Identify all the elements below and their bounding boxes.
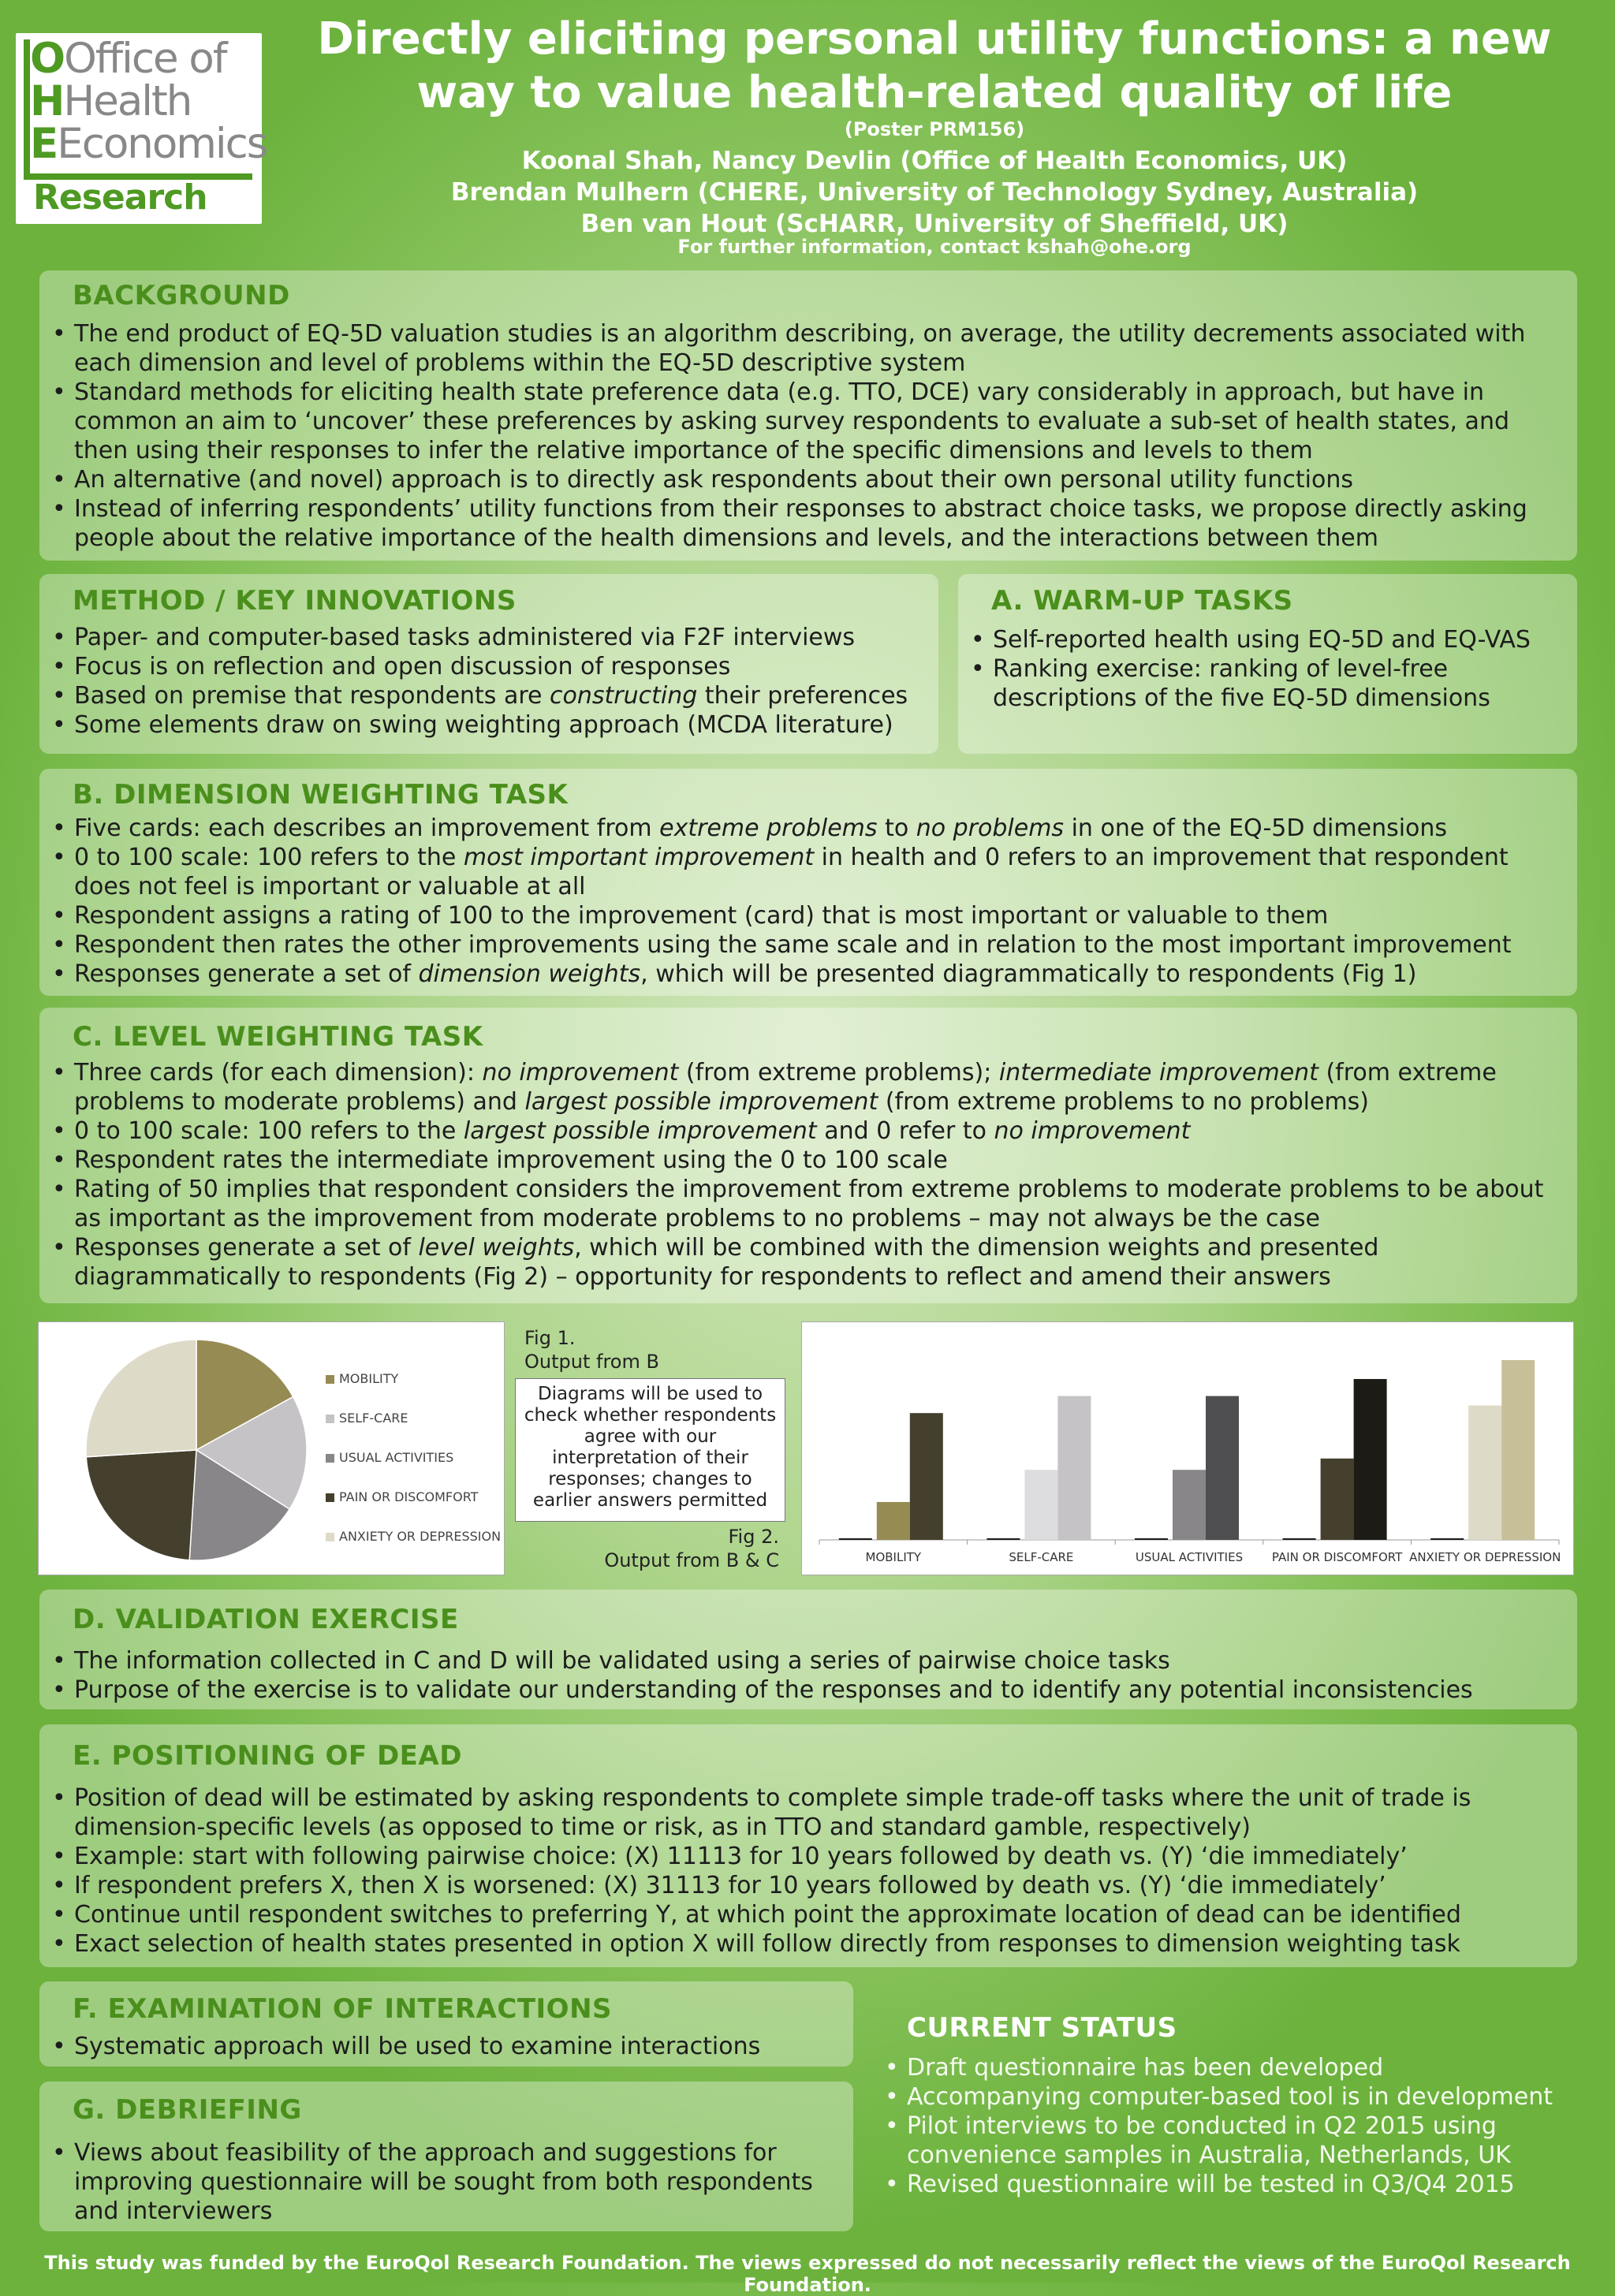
- dimension-bullet: [44, 814, 1566, 843]
- bar: [1024, 1470, 1057, 1540]
- status-bullet: • Revised questionnaire will be tested in Q3/Q4 2015: [877, 2170, 1591, 2199]
- title-line-2: way to value health-related quality of life: [416, 67, 1453, 118]
- emphasis: no improvement: [994, 1117, 1191, 1145]
- x-tick-label: USUAL ACTIVITIES: [1135, 1550, 1244, 1564]
- text-run: , which will be combined with the dimension weights and presented diagrammatically to respondents (Fig 2) – opportunity for respondents to reflect and amend their answers: [74, 1234, 1379, 1291]
- dead-title: E. POSITIONING OF DEAD: [73, 1740, 462, 1772]
- status-bullet: • Pilot interviews to be conducted in Q2 2015 using convenience samples in Australia, Netherlands, UK: [877, 2112, 1591, 2170]
- bar: [1283, 1538, 1316, 1540]
- bar: [1354, 1379, 1387, 1540]
- validation-bullet: • Purpose of the exercise is to validate our understanding of the responses and to identify any potential inconsistencies: [44, 1675, 1566, 1705]
- background-bullet: • An alternative (and novel) approach is to directly ask respondents about their own personal utility functions: [44, 465, 1566, 494]
- background-list: [44, 319, 1566, 553]
- bar: [1206, 1396, 1239, 1540]
- text-run: to: [877, 814, 916, 842]
- dimension-title: B. DIMENSION WEIGHTING TASK: [73, 779, 569, 811]
- pie-legend-item: [326, 1450, 453, 1465]
- legend-label: MOBILITY: [339, 1371, 399, 1386]
- text-run: 0 to 100 scale: 100 refers to the: [74, 844, 464, 871]
- contact-line: For further information, contact kshah@ohe.org: [677, 236, 1192, 258]
- text-run: (from extreme problems to no problems): [878, 1088, 1370, 1116]
- text-run: Three cards (for each dimension):: [74, 1059, 483, 1086]
- authors: [292, 145, 1577, 240]
- bar: [1173, 1470, 1206, 1540]
- warmup-bullet: • Self-reported health using EQ-5D and EQ-VAS: [963, 625, 1570, 654]
- text-run: Responses generate a set of: [74, 960, 419, 988]
- bar: [1057, 1396, 1091, 1540]
- background-panel: [39, 270, 1577, 561]
- dimension-bullet: • Respondent assigns a rating of 100 to the improvement (card) that is most important or valuable to them: [44, 901, 1566, 930]
- x-tick-label: ANXIETY OR DEPRESSION: [1409, 1550, 1561, 1564]
- logo-line-health: HHealth: [30, 77, 192, 125]
- method-bullet: • Focus is on reflection and open discussion of responses: [44, 652, 931, 681]
- poster-number: (Poster PRM156): [844, 118, 1025, 140]
- background-bullet: • Instead of inferring respondents’ utility functions from their responses to abstract choice tasks, we propose directly asking people about the relative importance of the health dimensions and levels, and the interactions between them: [44, 494, 1566, 553]
- text-run: (from extreme problems);: [678, 1059, 999, 1086]
- method-bullet: • Some elements draw on swing weighting approach (MCDA literature): [44, 710, 931, 740]
- bar: [877, 1502, 910, 1540]
- poster-title: [292, 13, 1577, 120]
- text-run: their preferences: [697, 682, 908, 710]
- background-bullet: • Standard methods for eliciting health state preference data (e.g. TTO, DCE) vary considerably in approach, but have in common an aim to ‘uncover’ these preferences by asking survey respondents to evaluate a sub-set of health states, and then using their responses to infer the relative importance of the specific dimensions and levels to them: [44, 378, 1566, 465]
- fig1-subtitle: Output from B: [524, 1351, 659, 1373]
- interactions-title: F. EXAMINATION OF INTERACTIONS: [73, 1993, 613, 2025]
- fig2-subtitle: Output from B & C: [604, 1549, 779, 1571]
- warmup-bullet: • Ranking exercise: ranking of level-free descriptions of the five EQ-5D dimensions: [963, 654, 1570, 713]
- warmup-list: [963, 625, 1570, 713]
- emphasis: no problems: [916, 814, 1065, 842]
- bar: [1501, 1360, 1535, 1540]
- method-panel: [39, 574, 938, 754]
- emphasis: constructing: [550, 682, 698, 710]
- fig2-bar-chart-box: [801, 1321, 1574, 1575]
- level-bullet: • Rating of 50 implies that respondent considers the improvement from extreme problems to moderate problems to be about as important as the improvement from moderate problems to no problems – may not always be the case: [44, 1175, 1566, 1233]
- emphasis: largest possible improvement: [524, 1088, 878, 1116]
- debrief-bullet: • Views about feasibility of the approach and suggestions for improving questionnaire will be sought from both respondents and interviewers: [44, 2138, 849, 2226]
- background-bullet: • The end product of EQ-5D valuation studies is an algorithm describing, on average, the utility decrements associated with each dimension and level of problems within the EQ-5D descriptive system: [44, 319, 1566, 378]
- legend-swatch: [326, 1533, 334, 1541]
- legend-swatch: [326, 1375, 334, 1384]
- bar: [839, 1538, 872, 1540]
- validation-title: D. VALIDATION EXERCISE: [73, 1604, 459, 1635]
- legend-label: SELF-CARE: [339, 1411, 408, 1426]
- pie-legend-item: [326, 1411, 408, 1426]
- dimension-bullet: • Respondent then rates the other improvements using the same scale and in relation to the most important improvement: [44, 930, 1566, 960]
- legend-label: PAIN OR DISCOMFORT: [339, 1489, 479, 1504]
- text-run: Responses generate a set of: [74, 1234, 419, 1262]
- level-bullet: [44, 1058, 1566, 1116]
- fig1-caption: [524, 1326, 659, 1374]
- fig2-bar-chart: [802, 1322, 1573, 1575]
- emphasis: level weights: [418, 1234, 575, 1262]
- method-title: METHOD / KEY INNOVATIONS: [73, 585, 517, 617]
- bar: [987, 1538, 1020, 1540]
- pie-slice: [86, 1450, 196, 1560]
- ohe-logo: [16, 33, 267, 224]
- warmup-title: A. WARM-UP TASKS: [991, 585, 1293, 617]
- title-line-1: Directly eliciting personal utility functions: a new: [317, 13, 1552, 65]
- method-bullet: [44, 681, 931, 710]
- bar: [1321, 1459, 1354, 1540]
- dead-bullet: • If respondent prefers X, then X is worsened: (X) 31113 for 10 years followed by death vs. (Y) ‘die immediately’: [44, 1871, 1566, 1900]
- interactions-panel: [39, 1981, 853, 2067]
- method-bullet: • Paper- and computer-based tasks administered via F2F interviews: [44, 623, 931, 652]
- level-bullet: • Respondent rates the intermediate improvement using the 0 to 100 scale: [44, 1146, 1566, 1175]
- fig2-caption: [552, 1525, 779, 1572]
- pie-slice: [86, 1340, 196, 1457]
- text-run: (from extreme problems to moderate problems) and: [74, 1059, 1497, 1116]
- fig1-label: Fig 1.: [524, 1327, 576, 1349]
- dimension-bullet: [44, 843, 1566, 901]
- bar: [1468, 1406, 1501, 1540]
- method-list: [44, 623, 931, 740]
- positioning-dead-panel: [39, 1724, 1577, 1967]
- emphasis: no improvement: [482, 1059, 679, 1086]
- authors-line-2: Brendan Mulhern (CHERE, University of Technology Sydney, Australia): [450, 178, 1419, 207]
- logo-research: Research: [33, 177, 207, 218]
- level-weighting-panel: [39, 1008, 1577, 1303]
- legend-swatch: [326, 1493, 334, 1502]
- pie-legend-item: [326, 1529, 501, 1544]
- dead-bullet: • Exact selection of health states presented in option X will follow directly from responses to dimension weighting task: [44, 1929, 1566, 1959]
- legend-label: ANXIETY OR DEPRESSION: [339, 1529, 502, 1544]
- dimension-weighting-panel: [39, 769, 1577, 996]
- pie-legend-item: [326, 1489, 478, 1504]
- x-tick-label: SELF-CARE: [1009, 1550, 1074, 1564]
- validation-bullet: • The information collected in C and D will be validated using a series of pairwise choice tasks: [44, 1646, 1566, 1675]
- debriefing-panel: [39, 2082, 853, 2231]
- text-run: Five cards: each describes an improvement from: [74, 814, 660, 842]
- text-run: and 0 refer to: [816, 1117, 994, 1145]
- validation-list: [44, 1646, 1566, 1705]
- bar: [910, 1413, 943, 1540]
- status-list: [877, 2053, 1591, 2199]
- logo-line-office: OOffice of: [30, 35, 226, 83]
- bar: [1430, 1538, 1464, 1540]
- logo-line-economics: EEconomics: [30, 120, 267, 168]
- interactions-list: [44, 2032, 849, 2061]
- legend-swatch: [326, 1454, 334, 1463]
- logo-text-office: Office of: [64, 35, 226, 83]
- level-list: [44, 1058, 1566, 1292]
- debrief-list: [44, 2138, 849, 2226]
- emphasis: dimension weights: [418, 960, 641, 988]
- level-bullet: [44, 1116, 1566, 1146]
- emphasis: extreme problems: [659, 814, 878, 842]
- emphasis: most important improvement: [463, 844, 815, 871]
- legend-label: USUAL ACTIVITIES: [339, 1450, 454, 1465]
- validation-panel: [39, 1590, 1577, 1709]
- logo-text-health: Health: [63, 77, 192, 125]
- x-tick-label: MOBILITY: [865, 1550, 922, 1564]
- pie-legend-item: [326, 1371, 398, 1386]
- figure-note: Diagrams will be used to check whether respondents agree with our interpretation of their responses; changes to earlier answers permitted: [515, 1378, 785, 1522]
- debrief-title: G. DEBRIEFING: [73, 2094, 302, 2126]
- text-run: in health and 0 refers to an improvement that respondent does not feel is important or valuable at all: [74, 844, 1509, 900]
- emphasis: largest possible improvement: [463, 1117, 817, 1145]
- status-bullet: • Draft questionnaire has been developed: [877, 2053, 1591, 2082]
- text-run: Based on premise that respondents are: [74, 682, 550, 710]
- dead-bullet: • Position of dead will be estimated by asking respondents to complete simple trade-off tasks where the unit of trade is dimension-specific levels (as opposed to time or risk, as in TTO and standard gamble, respectively): [44, 1784, 1566, 1842]
- text-run: 0 to 100 scale: 100 refers to the: [74, 1117, 464, 1145]
- fig2-label: Fig 2.: [728, 1526, 779, 1548]
- interactions-bullet: • Systematic approach will be used to examine interactions: [44, 2032, 849, 2061]
- authors-line-1: Koonal Shah, Nancy Devlin (Office of Health Economics, UK): [521, 147, 1348, 175]
- bar: [1135, 1538, 1168, 1540]
- dead-list: [44, 1784, 1566, 1959]
- text-run: in one of the EQ-5D dimensions: [1064, 814, 1448, 842]
- funding-footer: This study was funded by the EuroQol Research Foundation. The views expressed do not necessarily reflect the views of the EuroQol Research Foundation.: [44, 2252, 1571, 2296]
- text-run: , which will be presented diagrammatically to respondents (Fig 1): [640, 960, 1417, 988]
- fig1-pie-chart-box: [38, 1321, 505, 1575]
- status-bullet: • Accompanying computer-based tool is in development: [877, 2082, 1591, 2112]
- warmup-panel: [958, 574, 1577, 754]
- x-tick-label: PAIN OR DISCOMFORT: [1271, 1550, 1403, 1564]
- legend-swatch: [326, 1414, 334, 1423]
- status-title: CURRENT STATUS: [907, 2012, 1177, 2044]
- dead-bullet: • Example: start with following pairwise choice: (X) 11113 for 10 years followed by death vs. (Y) ‘die immediately’: [44, 1842, 1566, 1871]
- background-title: BACKGROUND: [73, 280, 290, 311]
- dimension-bullet: [44, 960, 1566, 989]
- authors-line-3: Ben van Hout (ScHARR, University of Sheffield, UK): [580, 210, 1289, 238]
- dead-bullet: • Continue until respondent switches to preferring Y, at which point the approximate location of dead can be identified: [44, 1900, 1566, 1929]
- logo-text-economics: Economics: [57, 120, 267, 168]
- level-bullet: [44, 1233, 1566, 1292]
- emphasis: intermediate improvement: [998, 1059, 1318, 1086]
- level-title: C. LEVEL WEIGHTING TASK: [73, 1021, 483, 1053]
- dimension-list: [44, 814, 1566, 989]
